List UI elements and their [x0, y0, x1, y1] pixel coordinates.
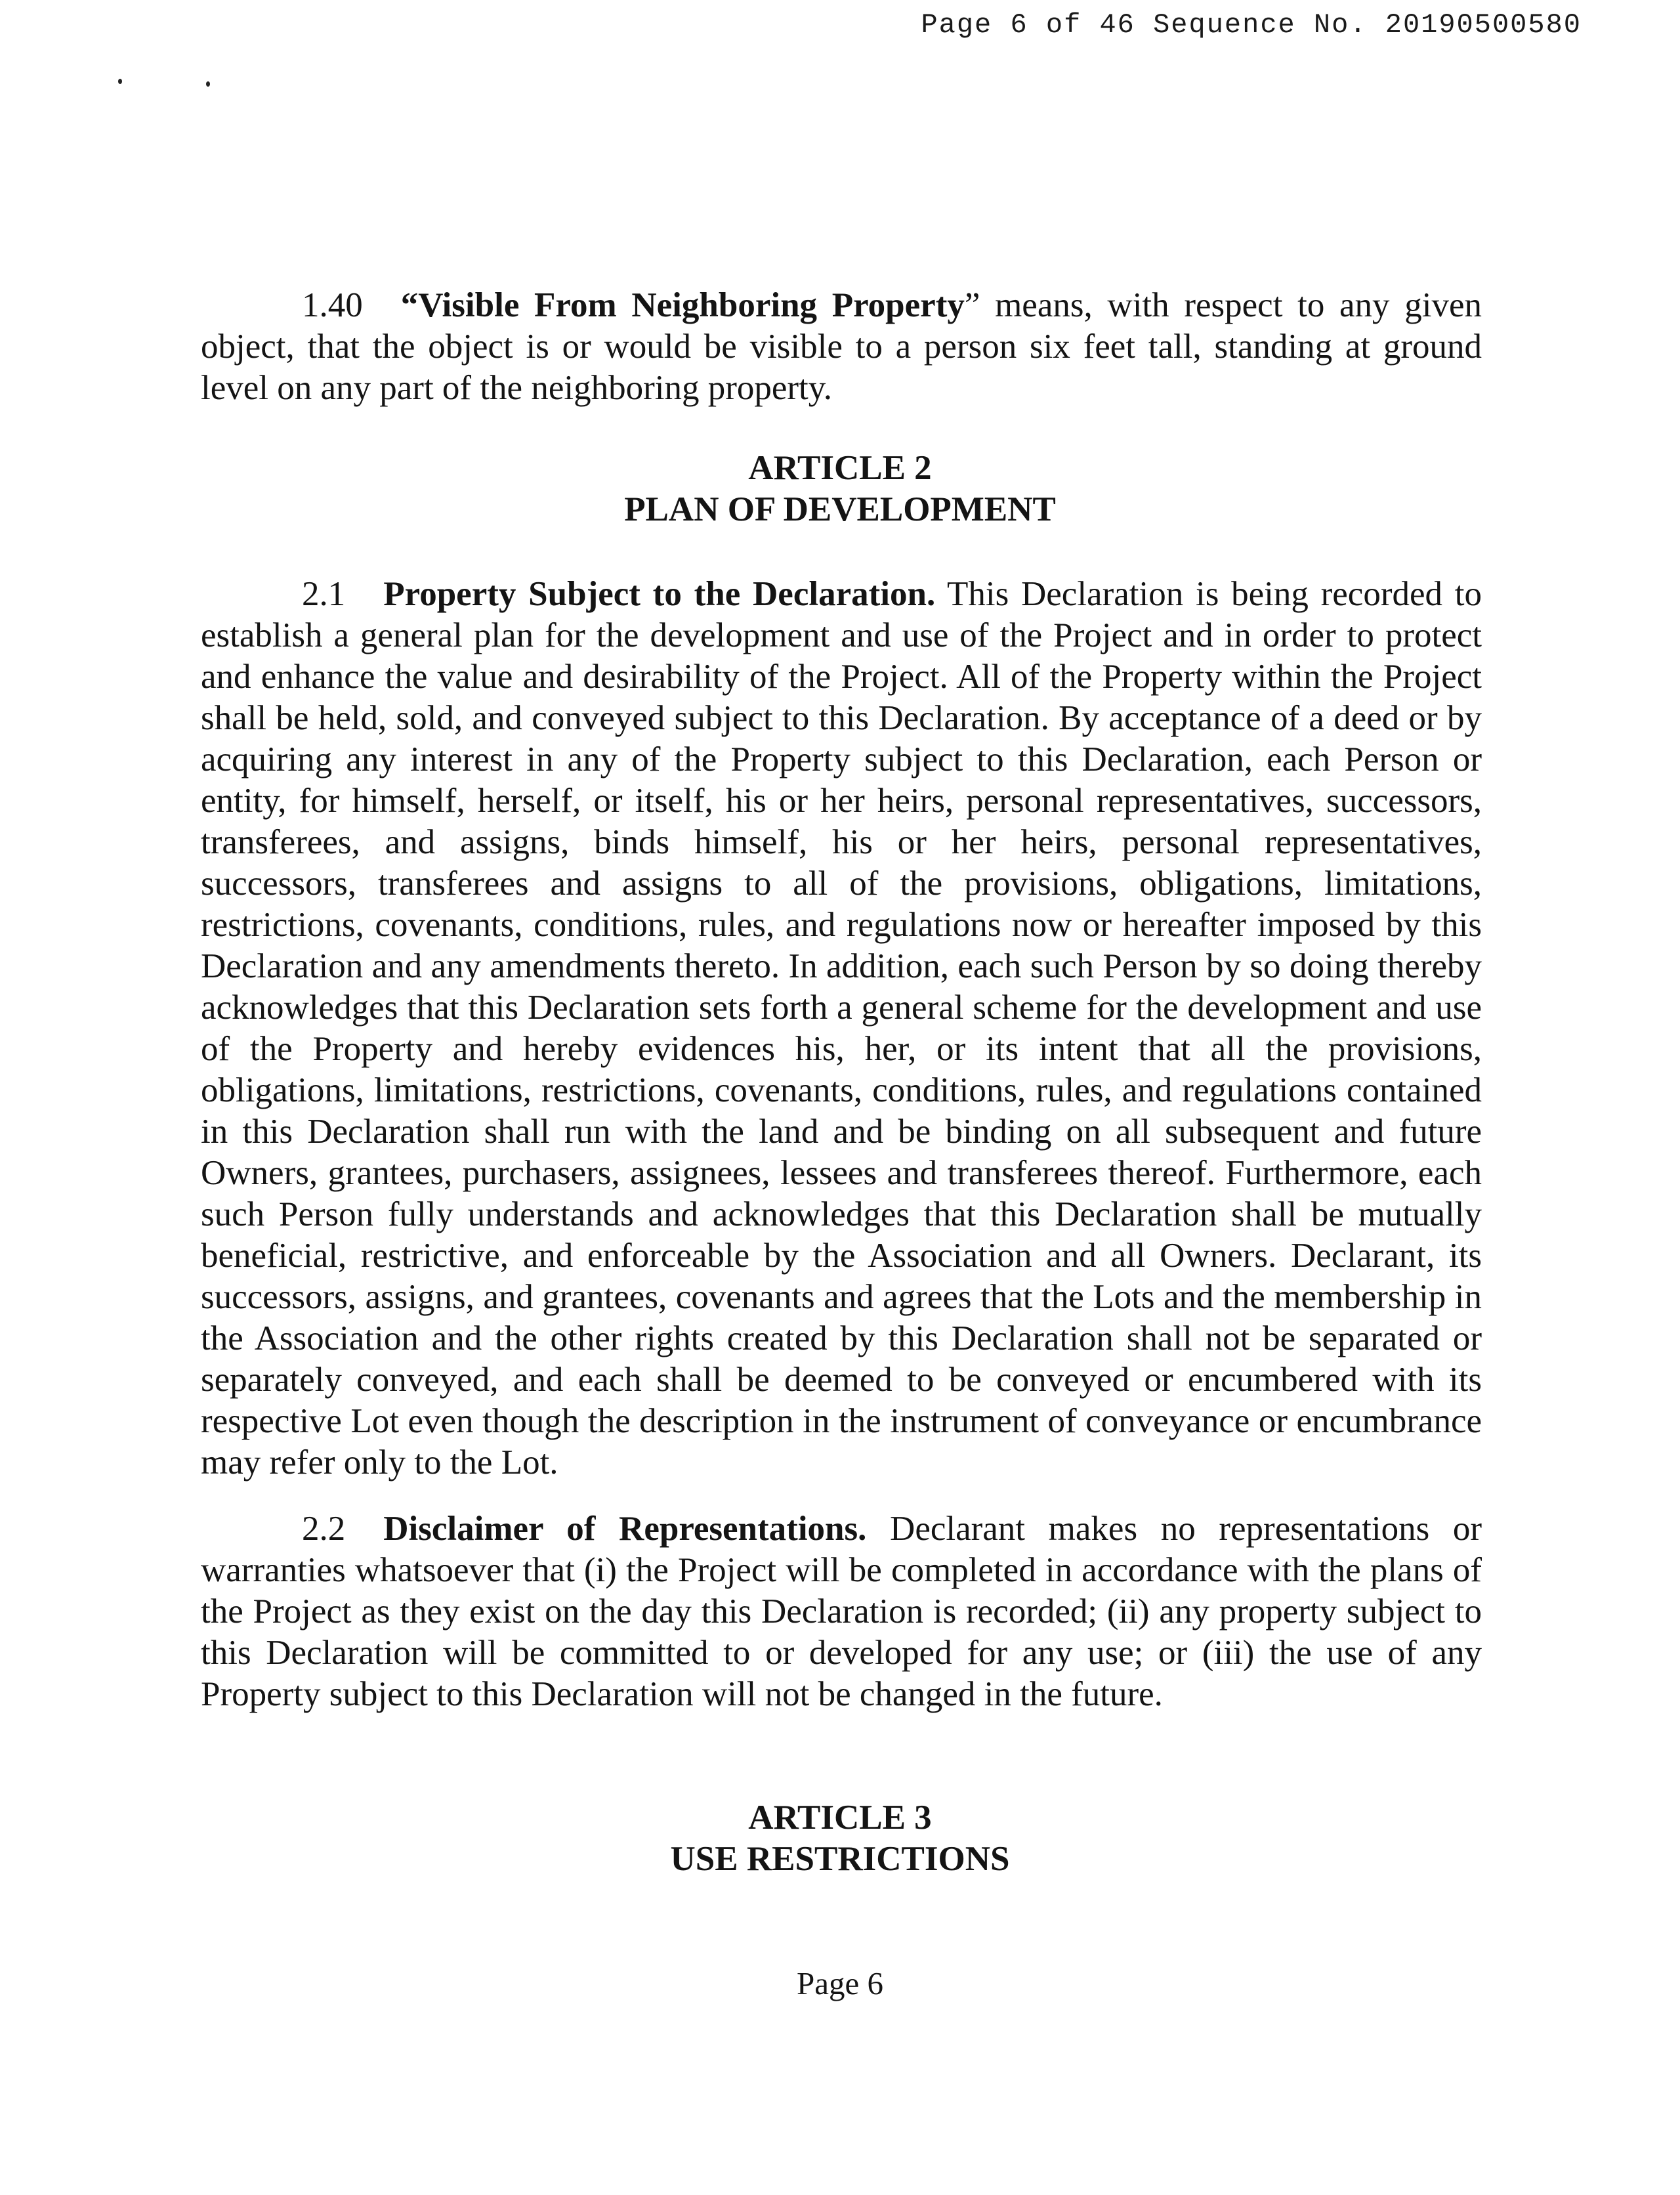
section-text: Declarant makes no representations or warranties whatsoever that (i) the Project will be completed in accordance with the plans of the Project as they exist on the day this Declaration is recorded; (ii) any property subject to this Declaration will be committed to or developed for any use; or (iii) the use of any Property subject to this Declaration will not be changed in the future.	[201, 1510, 1482, 1713]
section-2-1-paragraph	[201, 574, 1482, 1483]
section-text: means, with respect to any given object, that the object is or would be visible to a person six feet tall, standing at ground level on any part of the neighboring property.	[201, 286, 1482, 407]
section-number: 2.2	[302, 1510, 346, 1548]
sequence-header: Page 6 of 46 Sequence No. 20190500580	[921, 9, 1582, 41]
scan-speck	[206, 81, 210, 87]
article-label: ARTICLE 2	[748, 449, 932, 487]
section-text: This Declaration is being recorded to establish a general plan for the development and use of the Project and in order to protect and enhance the value and desirability of the Project. All of the Property within the Project shall be held, sold, and conveyed subject to this Declaration. By acceptance of a deed or by acquiring any interest in any of the Property subject to this Declaration, each Person or entity, for himself, herself, or itself, his or her heirs, personal representatives, successors, transferees, and assigns, binds himself, his or her heirs, personal representatives, successors, transferees and assigns to all of the provisions, obligations, limitations, restrictions, covenants, conditions, rules, and regulations now or hereafter imposed by this Declaration and any amendments thereto. In addition, each such Person by so doing thereby acknowledges that this Declaration sets forth a general scheme for the development and use of the Property and hereby evidences his, her, or its intent that all the provisions, obligations, limitations, restrictions, covenants, conditions, rules, and regulations contained in this Declaration shall run with the land and be binding on all subsequent and future Owners, grantees, purchasers, assignees, lessees and transferees thereof. Furthermore, each such Person fully understands and acknowledges that this Declaration shall be mutually beneficial, restrictive, and enforceable by the Association and all Owners. Declarant, its successors, assigns, and grantees, covenants and agrees that the Lots and the membership in the Association and the other rights created by this Declaration shall not be separated or separately conveyed, and each shall be deemed to be conveyed or encumbered with its respective Lot even though the description in the instrument of conveyance or encumbrance may refer only to the Lot.	[201, 575, 1482, 1481]
section-title: Disclaimer of Representations.	[383, 1510, 867, 1548]
scan-speck	[118, 79, 122, 84]
section-2-2-paragraph	[201, 1508, 1482, 1715]
section-1-40	[201, 285, 1482, 409]
page-number-footer: Page 6	[797, 1965, 883, 2001]
section-number: 2.1	[302, 575, 346, 613]
close-quote: ”	[964, 286, 980, 324]
section-2-2	[201, 1508, 1482, 1715]
section-2-1	[201, 574, 1482, 1483]
section-1-40-paragraph	[201, 285, 1482, 409]
section-number: 1.40	[302, 286, 363, 324]
article-title: USE RESTRICTIONS	[670, 1840, 1010, 1878]
section-title: Property Subject to the Declaration.	[383, 575, 936, 613]
article-2-heading	[0, 448, 1680, 530]
article-title: PLAN OF DEVELOPMENT	[624, 490, 1056, 528]
article-3-heading	[0, 1797, 1680, 1880]
article-label: ARTICLE 3	[748, 1799, 932, 1837]
defined-term: “Visible From Neighboring Property	[400, 286, 965, 324]
